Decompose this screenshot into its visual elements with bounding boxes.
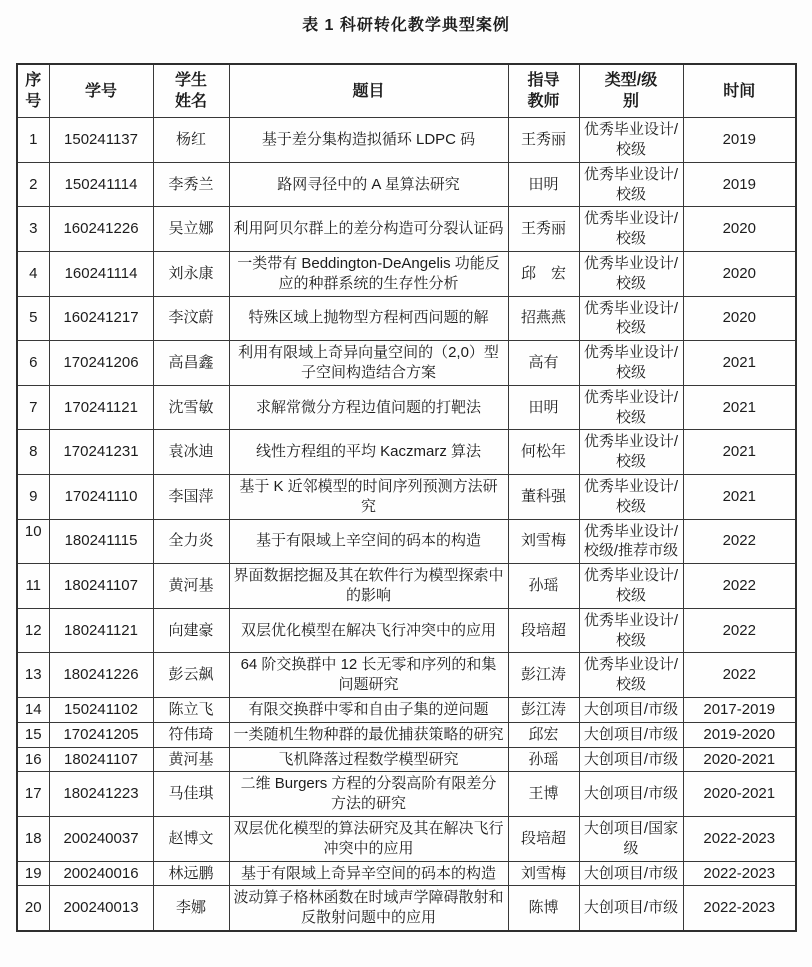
table-row <box>17 252 796 297</box>
cell-student-name: 李娜 <box>153 886 229 931</box>
cell-type-level: 优秀毕业设计/校级 <box>579 564 683 609</box>
col-header-student-id-label: 学号 <box>84 82 117 100</box>
cell-advisor: 邱 宏 <box>508 252 579 297</box>
cell-type-level: 大创项目/市级 <box>579 772 683 817</box>
cell-type-level: 优秀毕业设计/校级 <box>579 296 683 341</box>
col-header-title-label: 题目 <box>352 82 385 100</box>
cell-title: 基于有限域上辛空间的码本的构造 <box>229 519 508 564</box>
cell-student-id: 180241223 <box>49 772 153 817</box>
cell-student-id: 150241114 <box>49 162 153 207</box>
cell-title: 有限交换群中零和自由子集的逆问题 <box>229 697 508 722</box>
cell-type-level: 大创项目/市级 <box>579 747 683 772</box>
cell-no: 17 <box>17 772 49 817</box>
col-header-time-label: 时间 <box>723 82 756 100</box>
cell-student-name: 高昌鑫 <box>153 341 229 386</box>
cell-student-id: 170241121 <box>49 385 153 430</box>
col-header-no-label: 序号 <box>25 72 42 111</box>
table-row <box>17 207 796 252</box>
table-row <box>17 722 796 747</box>
cell-advisor: 彭江涛 <box>508 653 579 698</box>
cell-time: 2021 <box>683 341 796 386</box>
cell-no: 10 <box>17 519 49 564</box>
col-header-no <box>17 64 49 118</box>
cell-advisor: 田明 <box>508 385 579 430</box>
cell-advisor: 董科强 <box>508 474 579 519</box>
cell-no: 13 <box>17 653 49 698</box>
table-row <box>17 816 796 861</box>
cell-student-id: 200240016 <box>49 861 153 886</box>
cell-title: 波动算子格林函数在时域声学障碍散射和反散射问题中的应用 <box>229 886 508 931</box>
cell-no: 3 <box>17 207 49 252</box>
table-row <box>17 653 796 698</box>
cell-student-name: 赵博文 <box>153 816 229 861</box>
cell-no: 7 <box>17 385 49 430</box>
cell-advisor: 高有 <box>508 341 579 386</box>
col-header-type-level-label: 类型/级别 <box>604 72 658 111</box>
cell-advisor: 彭江涛 <box>508 697 579 722</box>
table-row <box>17 296 796 341</box>
cell-title: 求解常微分方程边值问题的打靶法 <box>229 385 508 430</box>
cell-title: 双层优化模型的算法研究及其在解决飞行冲突中的应用 <box>229 816 508 861</box>
cell-time: 2019-2020 <box>683 722 796 747</box>
cell-student-name: 彭云飙 <box>153 653 229 698</box>
cell-student-id: 170241110 <box>49 474 153 519</box>
cell-no: 12 <box>17 608 49 653</box>
cell-time: 2022-2023 <box>683 816 796 861</box>
table-row <box>17 474 796 519</box>
cell-time: 2020 <box>683 207 796 252</box>
cell-student-name: 袁冰迪 <box>153 430 229 475</box>
cell-student-id: 170241205 <box>49 722 153 747</box>
cell-no: 8 <box>17 430 49 475</box>
cell-title: 二维 Burgers 方程的分裂高阶有限差分方法的研究 <box>229 772 508 817</box>
cell-student-name: 马佳琪 <box>153 772 229 817</box>
cell-student-id: 200240013 <box>49 886 153 931</box>
cell-student-id: 200240037 <box>49 816 153 861</box>
cell-student-name: 黄河基 <box>153 747 229 772</box>
table-caption: 表 1 科研转化教学典型案例 <box>302 17 510 34</box>
cell-title: 界面数据挖掘及其在软件行为模型探索中的影响 <box>229 564 508 609</box>
cell-title: 特殊区域上抛物型方程柯西问题的解 <box>229 296 508 341</box>
cell-title: 64 阶交换群中 12 长无零和序列的和集问题研究 <box>229 653 508 698</box>
cell-student-id: 170241231 <box>49 430 153 475</box>
cell-advisor: 孙瑶 <box>508 564 579 609</box>
cell-student-name: 沈雪敏 <box>153 385 229 430</box>
cell-advisor: 孙瑶 <box>508 747 579 772</box>
cell-advisor: 刘雪梅 <box>508 519 579 564</box>
cell-type-level: 大创项目/市级 <box>579 722 683 747</box>
cell-time: 2020-2021 <box>683 772 796 817</box>
cell-no: 18 <box>17 816 49 861</box>
cell-type-level: 大创项目/市级 <box>579 886 683 931</box>
cell-title: 线性方程组的平均 Kaczmarz 算法 <box>229 430 508 475</box>
cell-type-level: 优秀毕业设计/校级 <box>579 430 683 475</box>
cell-student-name: 陈立飞 <box>153 697 229 722</box>
table-row <box>17 519 796 564</box>
cell-advisor: 王秀丽 <box>508 118 579 163</box>
cell-time: 2022-2023 <box>683 886 796 931</box>
cell-title: 基于 K 近邻模型的时间序列预测方法研究 <box>229 474 508 519</box>
table-row <box>17 608 796 653</box>
cell-type-level: 优秀毕业设计/校级 <box>579 341 683 386</box>
cell-time: 2019 <box>683 118 796 163</box>
cell-student-id: 160241114 <box>49 252 153 297</box>
cell-time: 2022 <box>683 564 796 609</box>
table-row <box>17 162 796 207</box>
cell-student-id: 170241206 <box>49 341 153 386</box>
cell-time: 2022 <box>683 519 796 564</box>
cell-student-name: 杨红 <box>153 118 229 163</box>
cell-title: 利用阿贝尔群上的差分构造可分裂认证码 <box>229 207 508 252</box>
cell-time: 2022-2023 <box>683 861 796 886</box>
cell-advisor: 王博 <box>508 772 579 817</box>
col-header-type-level <box>579 64 683 118</box>
table-row <box>17 772 796 817</box>
cases-table <box>16 63 797 932</box>
cell-time: 2022 <box>683 608 796 653</box>
cell-title: 飞机降落过程数学模型研究 <box>229 747 508 772</box>
col-header-advisor-label: 指导教师 <box>527 72 560 111</box>
cell-student-id: 150241102 <box>49 697 153 722</box>
cell-advisor: 陈博 <box>508 886 579 931</box>
cell-time: 2021 <box>683 430 796 475</box>
table-row <box>17 430 796 475</box>
cell-student-id: 150241137 <box>49 118 153 163</box>
cell-time: 2020-2021 <box>683 747 796 772</box>
col-header-time <box>683 64 796 118</box>
cell-advisor: 段培超 <box>508 816 579 861</box>
table-row <box>17 886 796 931</box>
cell-advisor: 田明 <box>508 162 579 207</box>
cell-no: 11 <box>17 564 49 609</box>
cell-student-name: 李汶蔚 <box>153 296 229 341</box>
cell-advisor: 邱宏 <box>508 722 579 747</box>
table-row <box>17 118 796 163</box>
cell-student-id: 180241107 <box>49 747 153 772</box>
cell-no: 15 <box>17 722 49 747</box>
cell-title: 一类带有 Beddington-DeAngelis 功能反应的种群系统的生存性分析 <box>229 252 508 297</box>
cell-no: 19 <box>17 861 49 886</box>
col-header-student-name-label: 学生姓名 <box>174 72 207 111</box>
cell-no: 20 <box>17 886 49 931</box>
cell-student-name: 李秀兰 <box>153 162 229 207</box>
table-row <box>17 861 796 886</box>
cell-advisor: 刘雪梅 <box>508 861 579 886</box>
cell-time: 2022 <box>683 653 796 698</box>
cell-no: 16 <box>17 747 49 772</box>
cell-student-id: 180241121 <box>49 608 153 653</box>
cell-no: 4 <box>17 252 49 297</box>
cell-student-id: 180241115 <box>49 519 153 564</box>
cell-type-level: 优秀毕业设计/校级/推荐市级 <box>579 519 683 564</box>
cell-type-level: 大创项目/市级 <box>579 697 683 722</box>
table-row <box>17 385 796 430</box>
cell-type-level: 优秀毕业设计/校级 <box>579 162 683 207</box>
cell-time: 2020 <box>683 252 796 297</box>
cell-student-name: 李国萍 <box>153 474 229 519</box>
cell-no: 14 <box>17 697 49 722</box>
cell-student-id: 160241217 <box>49 296 153 341</box>
cell-type-level: 大创项目/市级 <box>579 861 683 886</box>
cell-student-name: 符伟琦 <box>153 722 229 747</box>
cell-student-id: 180241226 <box>49 653 153 698</box>
cell-type-level: 优秀毕业设计/校级 <box>579 653 683 698</box>
cell-title: 基于有限域上奇异辛空间的码本的构造 <box>229 861 508 886</box>
cell-title: 路网寻径中的 A 星算法研究 <box>229 162 508 207</box>
cell-no: 5 <box>17 296 49 341</box>
cell-student-name: 黄河基 <box>153 564 229 609</box>
cell-type-level: 优秀毕业设计/校级 <box>579 118 683 163</box>
cell-student-id: 180241107 <box>49 564 153 609</box>
cell-type-level: 优秀毕业设计/校级 <box>579 608 683 653</box>
col-header-student-id <box>49 64 153 118</box>
cell-time: 2020 <box>683 296 796 341</box>
table-row <box>17 747 796 772</box>
cell-advisor: 何松年 <box>508 430 579 475</box>
cell-title: 一类随机生物种群的最优捕获策略的研究 <box>229 722 508 747</box>
cell-type-level: 优秀毕业设计/校级 <box>579 385 683 430</box>
header-row <box>17 64 796 118</box>
cell-title: 利用有限域上奇异向量空间的（2,0）型子空间构造结合方案 <box>229 341 508 386</box>
col-header-advisor <box>508 64 579 118</box>
cell-no: 6 <box>17 341 49 386</box>
cell-no: 2 <box>17 162 49 207</box>
cell-type-level: 优秀毕业设计/校级 <box>579 474 683 519</box>
cell-title: 双层优化模型在解决飞行冲突中的应用 <box>229 608 508 653</box>
cell-type-level: 优秀毕业设计/校级 <box>579 207 683 252</box>
cell-time: 2017-2019 <box>683 697 796 722</box>
cell-type-level: 大创项目/国家级 <box>579 816 683 861</box>
table-body <box>17 118 796 931</box>
cell-type-level: 优秀毕业设计/校级 <box>579 252 683 297</box>
cell-advisor: 招燕燕 <box>508 296 579 341</box>
cell-time: 2021 <box>683 385 796 430</box>
cell-advisor: 段培超 <box>508 608 579 653</box>
cell-student-id: 160241226 <box>49 207 153 252</box>
cell-title: 基于差分集构造拟循环 LDPC 码 <box>229 118 508 163</box>
cell-time: 2019 <box>683 162 796 207</box>
cell-no: 1 <box>17 118 49 163</box>
cell-student-name: 向建豪 <box>153 608 229 653</box>
col-header-title <box>229 64 508 118</box>
cell-advisor: 王秀丽 <box>508 207 579 252</box>
table-row <box>17 564 796 609</box>
col-header-student-name <box>153 64 229 118</box>
table-row <box>17 697 796 722</box>
table-row <box>17 341 796 386</box>
cell-student-name: 林远鹏 <box>153 861 229 886</box>
cell-time: 2021 <box>683 474 796 519</box>
cell-student-name: 吴立娜 <box>153 207 229 252</box>
cell-student-name: 刘永康 <box>153 252 229 297</box>
cell-no: 9 <box>17 474 49 519</box>
cell-student-name: 全力炎 <box>153 519 229 564</box>
